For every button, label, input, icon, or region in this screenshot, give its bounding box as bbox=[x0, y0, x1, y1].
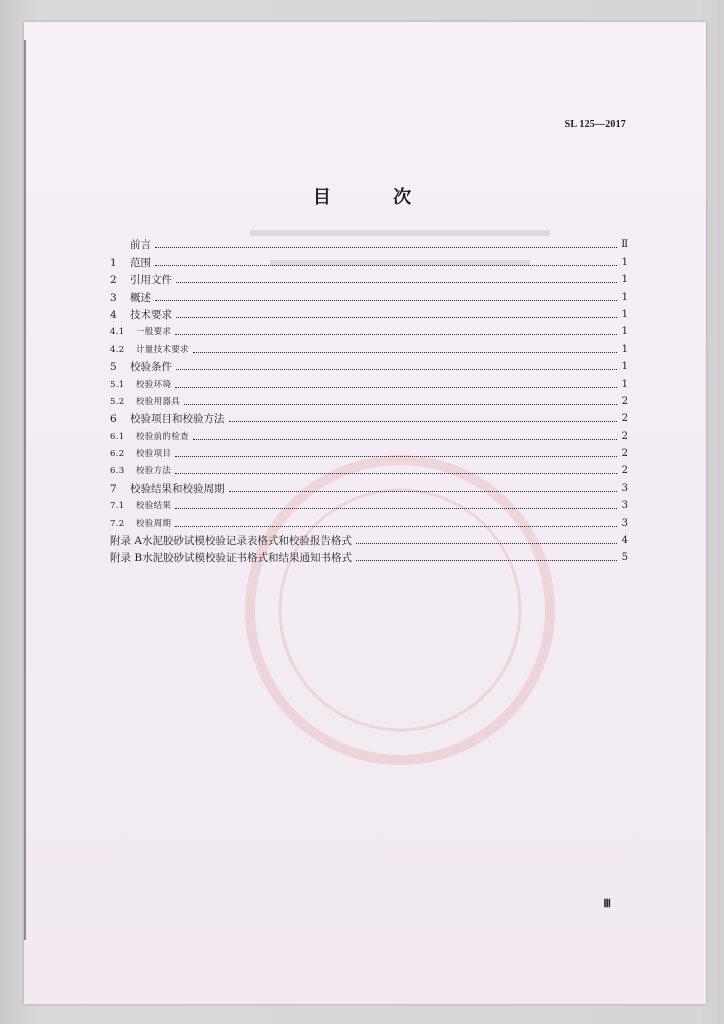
toc-entry-page: 2 bbox=[621, 430, 628, 442]
toc-entry-title bbox=[110, 292, 151, 304]
toc-entry-label: 计量技术要求 bbox=[136, 344, 189, 355]
toc-entry-title bbox=[110, 483, 225, 495]
toc-entry-label: 校验用器具 bbox=[136, 396, 181, 407]
page-edge-shadow bbox=[24, 40, 26, 940]
toc-entry bbox=[110, 530, 628, 547]
toc-entry-title bbox=[110, 344, 189, 356]
toc-entry-label: 引用文件 bbox=[130, 274, 172, 287]
dot-leader bbox=[176, 317, 617, 318]
toc-entry-label: 校验前的检查 bbox=[136, 431, 189, 442]
dot-leader bbox=[193, 352, 617, 353]
dot-leader bbox=[175, 334, 617, 335]
toc-entry-label: 水泥胶砂试模校验证书格式和结果通知书格式 bbox=[142, 552, 353, 565]
toc-entry-label: 校验条件 bbox=[130, 361, 172, 374]
toc-entry bbox=[110, 425, 628, 442]
dot-leader bbox=[155, 247, 617, 248]
toc-entry-title bbox=[110, 361, 172, 373]
dot-leader bbox=[356, 560, 617, 561]
toc-entry-title bbox=[110, 518, 171, 530]
toc-entry-number: 4.2 bbox=[110, 344, 125, 355]
toc-entry-number: 附录 B bbox=[110, 552, 143, 565]
toc-entry-page: 2 bbox=[621, 395, 628, 407]
toc-entry-number: 1 bbox=[110, 256, 117, 269]
toc-entry-title bbox=[110, 239, 151, 251]
toc-entry-number: 4 bbox=[110, 308, 117, 321]
toc-entry-label: 前言 bbox=[130, 239, 151, 252]
toc-entry bbox=[110, 512, 628, 529]
toc-entry-page: 1 bbox=[621, 326, 628, 338]
toc-entry-title bbox=[110, 379, 171, 391]
toc-entry bbox=[110, 391, 628, 408]
toc-entry-label: 校验方法 bbox=[136, 466, 172, 477]
toc-entry-number: 5.1 bbox=[110, 379, 125, 390]
toc-entry-number: 7.2 bbox=[110, 518, 125, 529]
dot-leader bbox=[175, 387, 617, 388]
toc-entry bbox=[110, 460, 628, 477]
toc-entry-title bbox=[110, 431, 189, 443]
toc-entry bbox=[110, 356, 628, 373]
dot-leader bbox=[229, 491, 618, 492]
toc-entry-title bbox=[110, 552, 352, 564]
toc-entry-label: 校验周期 bbox=[136, 518, 172, 529]
toc-entry-title bbox=[110, 413, 225, 425]
toc-entry-number: 6 bbox=[110, 413, 117, 426]
toc-entry-page: 1 bbox=[621, 361, 628, 373]
toc-entry-label: 水泥胶砂试模校验记录表格式和校验报告格式 bbox=[141, 535, 352, 548]
toc-entry-title bbox=[110, 448, 171, 460]
toc-entry-title bbox=[110, 465, 171, 477]
toc-entry-number: 5.2 bbox=[110, 396, 125, 407]
dot-leader bbox=[184, 404, 617, 405]
toc-entry-title bbox=[110, 396, 180, 408]
toc-entry bbox=[110, 477, 628, 494]
toc-entry-label: 概述 bbox=[130, 291, 151, 304]
toc-entry bbox=[110, 286, 628, 303]
toc-entry-title bbox=[110, 535, 352, 547]
toc-entry bbox=[110, 251, 628, 268]
dot-leader bbox=[176, 369, 617, 370]
toc-entry-title bbox=[110, 257, 151, 269]
toc-entry-page: 5 bbox=[621, 552, 628, 564]
dot-leader bbox=[176, 282, 617, 283]
page-title: 目 次 bbox=[312, 187, 440, 208]
toc-entry-title bbox=[110, 274, 172, 286]
toc-entry-number: 6.2 bbox=[110, 449, 125, 460]
toc-entry-page: 1 bbox=[621, 291, 628, 303]
toc-entry-page: 4 bbox=[621, 535, 628, 547]
toc-entry-title bbox=[110, 309, 172, 321]
toc-entry-label: 校验项目 bbox=[136, 449, 172, 460]
toc-entry bbox=[110, 269, 628, 286]
toc-entry-label: 技术要求 bbox=[130, 308, 172, 321]
toc-entry-page: 1 bbox=[621, 308, 628, 320]
toc-entry-title bbox=[110, 500, 171, 512]
toc-entry bbox=[110, 338, 628, 355]
toc-entry bbox=[110, 234, 628, 251]
toc-entry-page: 3 bbox=[621, 500, 628, 512]
toc-entry bbox=[110, 321, 628, 338]
toc-entry-number: 4.1 bbox=[110, 327, 125, 338]
dot-leader bbox=[356, 543, 617, 544]
dot-leader bbox=[175, 456, 617, 457]
toc-entry-title bbox=[110, 326, 171, 338]
dot-leader bbox=[175, 473, 617, 474]
toc-entry-number: 6.1 bbox=[110, 431, 125, 442]
toc-entry bbox=[110, 443, 628, 460]
dot-leader bbox=[155, 265, 617, 266]
toc-entry-number: 3 bbox=[110, 291, 117, 304]
dot-leader bbox=[193, 439, 617, 440]
toc-entry-page: 2 bbox=[621, 413, 628, 425]
toc-entry-label: 校验环境 bbox=[136, 379, 172, 390]
toc-entry-page: 3 bbox=[621, 517, 628, 529]
toc-entry-number: 2 bbox=[110, 274, 117, 287]
toc-entry-page: 3 bbox=[621, 482, 628, 494]
toc-entry-number: 6.3 bbox=[110, 466, 125, 477]
toc-entry-label: 校验结果 bbox=[136, 501, 172, 512]
dot-leader bbox=[229, 421, 618, 422]
toc-entry-page: Ⅱ bbox=[621, 239, 628, 251]
dot-leader bbox=[175, 526, 617, 527]
dot-leader bbox=[175, 508, 617, 509]
toc-entry-page: 1 bbox=[621, 274, 628, 286]
toc-entry-label: 校验项目和校验方法 bbox=[130, 413, 225, 426]
toc-entry-number: 5 bbox=[110, 361, 117, 374]
standard-code: SL 125—2017 bbox=[564, 119, 626, 130]
toc-entry-label: 范围 bbox=[130, 256, 151, 269]
toc-entry-page: 1 bbox=[621, 378, 628, 390]
toc-entry bbox=[110, 304, 628, 321]
toc-entry bbox=[110, 408, 628, 425]
toc-entry-page: 2 bbox=[621, 465, 628, 477]
table-of-contents bbox=[110, 234, 628, 564]
dot-leader bbox=[155, 300, 617, 301]
toc-entry-number: 7 bbox=[110, 482, 117, 495]
toc-entry-page: 1 bbox=[621, 343, 628, 355]
toc-entry-label: 校验结果和校验周期 bbox=[130, 482, 225, 495]
page-number: Ⅲ bbox=[603, 898, 611, 910]
toc-entry bbox=[110, 495, 628, 512]
toc-entry-number: 7.1 bbox=[110, 501, 125, 512]
toc-entry-page: 1 bbox=[621, 256, 628, 268]
toc-entry-number: 附录 A bbox=[110, 535, 142, 548]
toc-entry bbox=[110, 373, 628, 390]
toc-entry-label: 一般要求 bbox=[136, 327, 172, 338]
toc-entry-page: 2 bbox=[621, 448, 628, 460]
toc-entry bbox=[110, 547, 628, 564]
